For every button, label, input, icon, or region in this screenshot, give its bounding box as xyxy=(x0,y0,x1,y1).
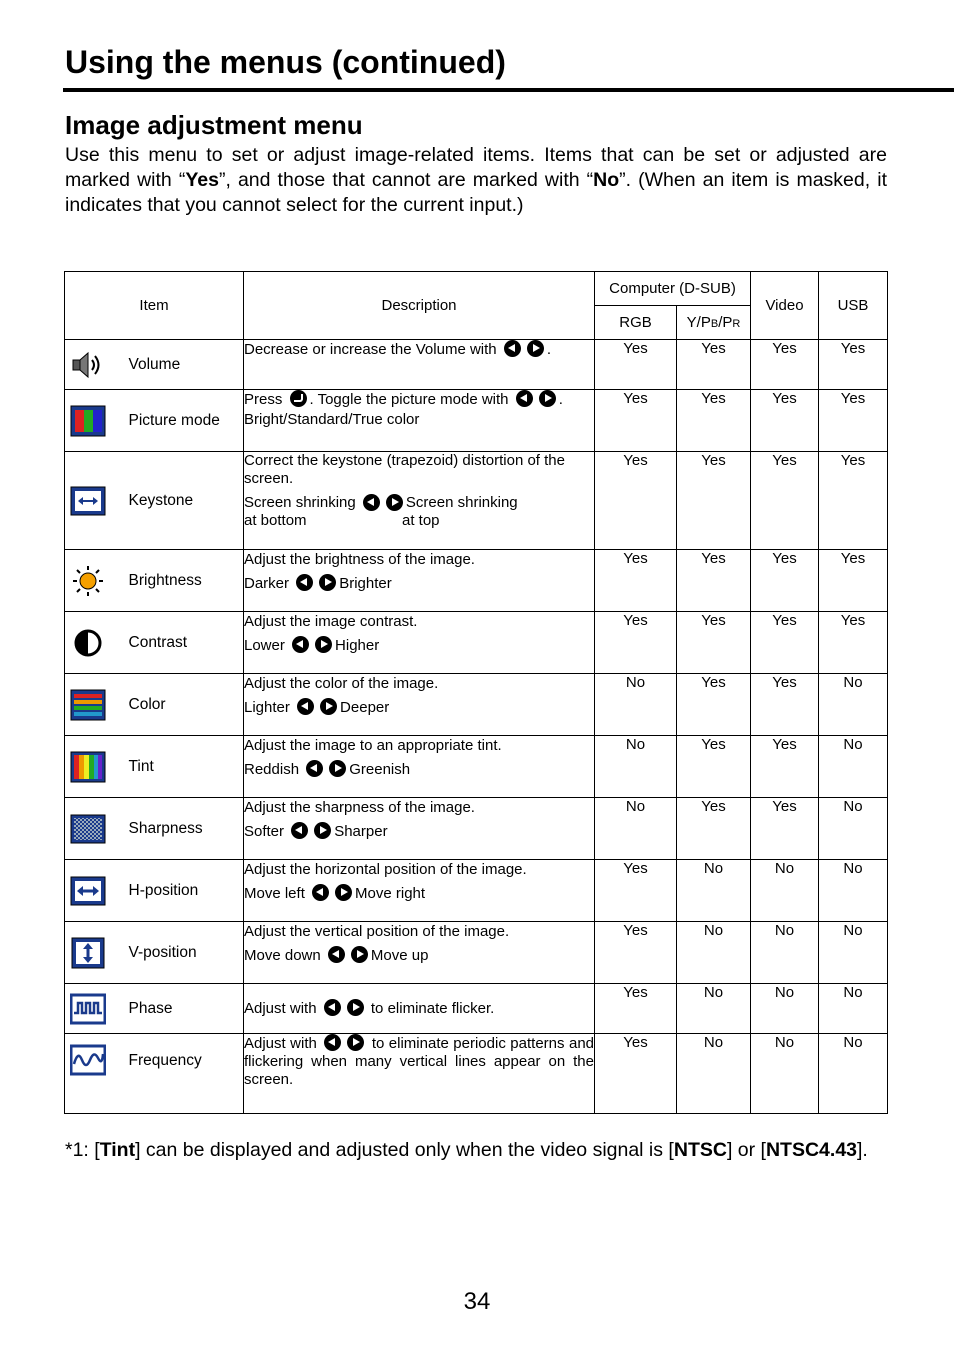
right-button-icon xyxy=(315,636,332,653)
value-usb: No xyxy=(819,1034,888,1114)
page-number: 34 xyxy=(463,1288,491,1315)
value-video: Yes xyxy=(751,736,819,798)
left-button-icon xyxy=(516,390,533,407)
value-ypbpr: No xyxy=(677,984,751,1034)
item-name: H-position xyxy=(129,860,244,922)
item-name: Contrast xyxy=(129,612,244,674)
value-rgb: Yes xyxy=(595,612,677,674)
right-button-icon xyxy=(347,1034,364,1051)
value-rgb: Yes xyxy=(595,550,677,612)
item-description: Adjust the image contrast. Lower Higher xyxy=(244,612,595,674)
left-button-icon xyxy=(296,574,313,591)
value-usb: No xyxy=(819,984,888,1034)
value-usb: Yes xyxy=(819,452,888,550)
right-button-icon xyxy=(527,340,544,357)
item-name: Sharpness xyxy=(129,798,244,860)
item-description: Adjust the sharpness of the image. Softer Sharper xyxy=(244,798,595,860)
header-computer: Computer (D-SUB) xyxy=(595,272,751,306)
right-button-icon xyxy=(319,574,336,591)
value-rgb: Yes xyxy=(595,1034,677,1114)
item-description: Adjust the vertical position of the image. Move down Move up xyxy=(244,922,595,984)
value-video: Yes xyxy=(751,798,819,860)
value-usb: No xyxy=(819,922,888,984)
item-description: Press . Toggle the picture mode with . Bright/Standard/True color xyxy=(244,390,595,452)
table-row xyxy=(65,452,888,550)
value-usb: Yes xyxy=(819,550,888,612)
value-rgb: Yes xyxy=(595,984,677,1034)
table-row xyxy=(65,340,888,390)
value-ypbpr: Yes xyxy=(677,798,751,860)
table-row xyxy=(65,674,888,736)
right-button-icon xyxy=(314,822,331,839)
left-button-icon xyxy=(363,494,380,511)
table-row xyxy=(65,860,888,922)
v-position-icon xyxy=(70,937,106,969)
value-video: Yes xyxy=(751,390,819,452)
table-row xyxy=(65,390,888,452)
item-description: Adjust the brightness of the image. Darker Brighter xyxy=(244,550,595,612)
table-row xyxy=(65,922,888,984)
image-adjustment-table xyxy=(64,271,888,1114)
right-button-icon xyxy=(539,390,556,407)
value-ypbpr: Yes xyxy=(677,736,751,798)
left-button-icon xyxy=(297,698,314,715)
left-button-icon xyxy=(328,946,345,963)
item-description: Adjust the horizontal position of the image. Move left Move right xyxy=(244,860,595,922)
table-row xyxy=(65,798,888,860)
item-name: Phase xyxy=(129,984,244,1034)
right-button-icon xyxy=(386,494,403,511)
right-button-icon xyxy=(320,698,337,715)
left-button-icon xyxy=(292,636,309,653)
h-position-icon xyxy=(70,875,106,907)
picture-mode-icon xyxy=(70,405,106,437)
right-button-icon xyxy=(347,999,364,1016)
header-video: Video xyxy=(751,272,819,340)
value-usb: No xyxy=(819,674,888,736)
header-description: Description xyxy=(244,272,595,340)
item-name: Picture mode xyxy=(129,390,244,452)
item-description: Adjust with to eliminate flicker. xyxy=(244,984,595,1034)
value-ypbpr: No xyxy=(677,922,751,984)
color-icon xyxy=(70,689,106,721)
value-ypbpr: Yes xyxy=(677,674,751,736)
header-ypbpr: Y/PB/PR xyxy=(677,306,751,340)
value-video: Yes xyxy=(751,452,819,550)
item-description: Correct the keystone (trapezoid) distortion of the screen. Screen shrinking Screen shrinking at bottom at top xyxy=(244,452,595,550)
title-rule xyxy=(63,88,954,92)
page-title: Using the menus (continued) xyxy=(65,44,506,80)
table-row xyxy=(65,1034,888,1114)
left-button-icon xyxy=(324,1034,341,1051)
item-description: Adjust the image to an appropriate tint. Reddish Greenish xyxy=(244,736,595,798)
item-name: Frequency xyxy=(129,1034,244,1114)
value-video: Yes xyxy=(751,612,819,674)
header-usb: USB xyxy=(819,272,888,340)
value-ypbpr: Yes xyxy=(677,452,751,550)
value-video: No xyxy=(751,1034,819,1114)
value-rgb: Yes xyxy=(595,860,677,922)
right-button-icon xyxy=(351,946,368,963)
value-rgb: Yes xyxy=(595,390,677,452)
value-ypbpr: Yes xyxy=(677,340,751,390)
item-name: Keystone xyxy=(129,452,244,550)
value-usb: No xyxy=(819,736,888,798)
item-description: Adjust the color of the image. Lighter Deeper xyxy=(244,674,595,736)
keystone-icon xyxy=(70,485,106,517)
value-ypbpr: Yes xyxy=(677,550,751,612)
value-ypbpr: No xyxy=(677,860,751,922)
left-button-icon xyxy=(324,999,341,1016)
value-ypbpr: Yes xyxy=(677,612,751,674)
value-rgb: Yes xyxy=(595,452,677,550)
header-item: Item xyxy=(65,272,244,340)
table-row xyxy=(65,984,888,1034)
volume-icon xyxy=(70,349,106,381)
footnote: *1: [Tint] can be displayed and adjusted only when the video signal is [NTSC] or [NTSC4.43]. xyxy=(65,1139,868,1161)
item-description: Decrease or increase the Volume with . xyxy=(244,340,595,390)
table-row xyxy=(65,736,888,798)
value-rgb: Yes xyxy=(595,922,677,984)
item-name: Volume xyxy=(129,340,244,390)
value-rgb: No xyxy=(595,736,677,798)
tint-icon xyxy=(70,751,106,783)
enter-button-icon xyxy=(290,390,307,407)
right-button-icon xyxy=(335,884,352,901)
item-name: Tint xyxy=(129,736,244,798)
value-video: Yes xyxy=(751,340,819,390)
header-rgb: RGB xyxy=(595,306,677,340)
left-button-icon xyxy=(291,822,308,839)
value-video: No xyxy=(751,922,819,984)
value-video: No xyxy=(751,860,819,922)
item-name: V-position xyxy=(129,922,244,984)
value-rgb: No xyxy=(595,798,677,860)
section-heading: Image adjustment menu xyxy=(65,110,363,140)
left-button-icon xyxy=(504,340,521,357)
left-button-icon xyxy=(306,760,323,777)
value-usb: Yes xyxy=(819,390,888,452)
value-usb: No xyxy=(819,860,888,922)
value-ypbpr: Yes xyxy=(677,390,751,452)
right-button-icon xyxy=(329,760,346,777)
value-ypbpr: No xyxy=(677,1034,751,1114)
value-rgb: No xyxy=(595,674,677,736)
value-usb: Yes xyxy=(819,340,888,390)
sharpness-icon xyxy=(70,813,106,845)
item-name: Color xyxy=(129,674,244,736)
item-description: Adjust with to eliminate periodic patterns and flickering when many vertical lines appear on the screen. xyxy=(244,1034,595,1114)
item-name: Brightness xyxy=(129,550,244,612)
table-row xyxy=(65,612,888,674)
frequency-icon xyxy=(70,1044,106,1076)
value-video: No xyxy=(751,984,819,1034)
phase-icon xyxy=(70,993,106,1025)
brightness-icon xyxy=(70,565,106,597)
value-usb: No xyxy=(819,798,888,860)
intro-paragraph: Use this menu to set or adjust image-related items. Items that can be set or adjusted are marked with “Yes”, and those that cannot are marked with “No”. (When an item is masked, it indicates that you cannot select for the current input.) xyxy=(65,144,887,216)
left-button-icon xyxy=(312,884,329,901)
value-video: Yes xyxy=(751,674,819,736)
value-video: Yes xyxy=(751,550,819,612)
value-rgb: Yes xyxy=(595,340,677,390)
value-usb: Yes xyxy=(819,612,888,674)
table-row xyxy=(65,550,888,612)
contrast-icon xyxy=(70,627,106,659)
